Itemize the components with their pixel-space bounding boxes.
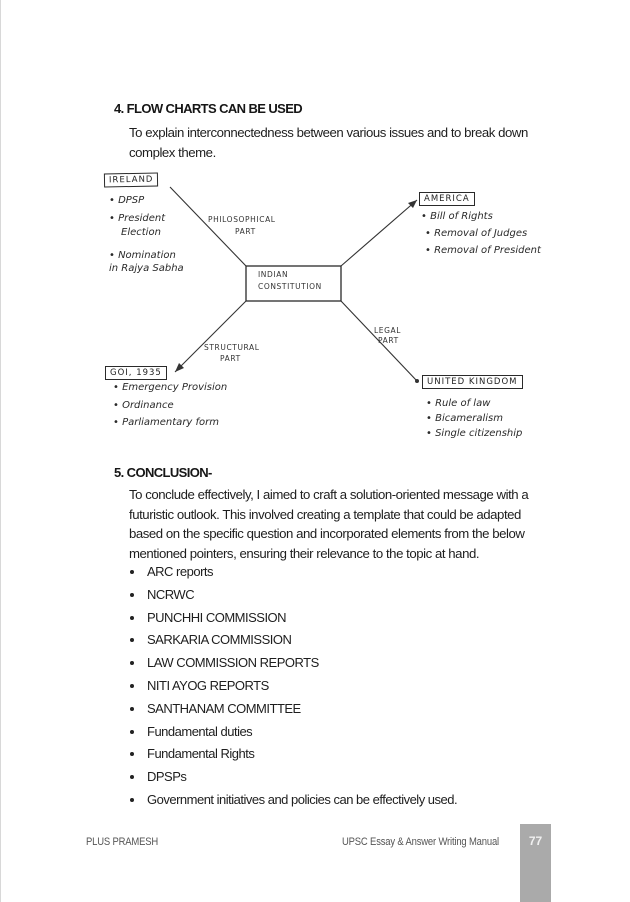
source-box-america: AMERICA <box>419 192 475 206</box>
america-point: • Removal of President <box>425 245 541 256</box>
list-item: DPSPs <box>129 767 457 790</box>
text-line: futuristic outlook. This involved creating a template that could be adapted <box>129 506 521 522</box>
goi-point: • Emergency Provision <box>113 382 228 393</box>
list-item: Fundamental duties <box>129 722 457 745</box>
source-box-goi: GOI, 1935 <box>105 366 167 380</box>
structural-label-2: PART <box>220 354 241 363</box>
bullet-icon <box>130 798 134 802</box>
uk-point: • Rule of law <box>426 398 491 409</box>
section-5-text <box>129 485 559 563</box>
bullet-icon <box>130 775 134 779</box>
bullet-icon <box>130 593 134 597</box>
bullet-icon <box>130 707 134 711</box>
bullet-icon <box>130 570 134 574</box>
list-item: Government initiatives and policies can be effectively used. <box>129 790 457 813</box>
connector-america <box>341 200 417 266</box>
text-line: To conclude effectively, I aimed to craft a solution-oriented message with a <box>129 487 529 502</box>
goi-point: • Parliamentary form <box>113 417 220 428</box>
philosophical-label: PHILOSOPHICAL <box>208 215 276 224</box>
america-point: • Bill of Rights <box>421 211 493 222</box>
list-item: NITI AYOG REPORTS <box>129 676 457 699</box>
footer-book-title: UPSC Essay & Answer Writing Manual <box>342 836 499 848</box>
section-4-text <box>129 123 559 162</box>
list-item: ARC reports <box>129 562 457 585</box>
philosophical-label-2: PART <box>235 227 256 236</box>
bullet-icon <box>130 616 134 620</box>
list-item: SANTHANAM COMMITTEE <box>129 699 457 722</box>
list-item: NCRWC <box>129 585 457 608</box>
list-item: PUNCHHI COMMISSION <box>129 608 457 631</box>
america-point: • Removal of Judges <box>425 228 528 239</box>
text-line: based on the specific question and incorporated elements from the below <box>129 526 525 541</box>
flowchart-diagram <box>95 160 565 450</box>
goi-point: • Ordinance <box>113 400 174 411</box>
section-4-heading: 4. FLOW CHARTS CAN BE USED <box>114 101 303 116</box>
ireland-point: • Nomination <box>109 250 176 261</box>
legal-label-2: PART <box>378 336 399 345</box>
pointers-list <box>129 562 457 813</box>
page-number-tab <box>520 824 551 902</box>
center-line-1: INDIAN <box>258 270 289 279</box>
source-box-ireland: IRELAND <box>104 173 159 188</box>
footer-brand: PLUS PRAMESH <box>86 836 159 848</box>
bullet-icon <box>130 638 134 642</box>
uk-point: • Bicameralism <box>426 413 503 424</box>
source-box-uk: UNITED KINGDOM <box>422 375 523 389</box>
list-item: Fundamental Rights <box>129 744 457 767</box>
bullet-icon <box>130 730 134 734</box>
ireland-point: • President <box>109 213 166 224</box>
structural-label: STRUCTURAL <box>204 343 260 352</box>
section-5-heading: 5. CONCLUSION- <box>114 465 212 480</box>
page-number: 77 <box>528 834 543 848</box>
uk-point: • Single citizenship <box>426 428 523 439</box>
center-line-2: CONSTITUTION <box>258 282 322 291</box>
bullet-icon <box>130 684 134 688</box>
legal-label: LEGAL <box>374 326 402 335</box>
text-line: To explain interconnectedness between various issues and to break down <box>129 125 528 140</box>
list-item: SARKARIA COMMISSION <box>129 630 457 653</box>
page-edge <box>0 0 1 902</box>
text-line: complex theme. <box>129 144 216 160</box>
list-item: LAW COMMISSION REPORTS <box>129 653 457 676</box>
ireland-point-cont: in Rajya Sabha <box>109 263 184 274</box>
bullet-icon <box>130 661 134 665</box>
text-line: mentioned pointers, ensuring their relevance to the topic at hand. <box>129 545 480 561</box>
ireland-point-cont: Election <box>121 227 161 238</box>
endpoint-uk-icon <box>415 379 419 383</box>
bullet-icon <box>130 752 134 756</box>
ireland-point: • DPSP <box>109 195 145 206</box>
